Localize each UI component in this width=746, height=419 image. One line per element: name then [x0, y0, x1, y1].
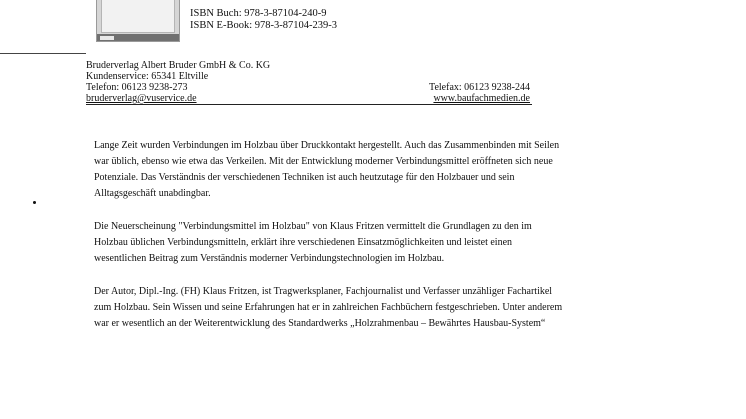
isbn-ebook: ISBN E-Book: 978-3-87104-239-3	[190, 20, 337, 31]
links-row	[86, 93, 532, 105]
description-text	[94, 138, 564, 349]
divider-line	[0, 53, 86, 54]
paragraph-history: Lange Zeit wurden Verbindungen im Holzbau über Druckkontakt hergestellt. Auch das Zusammenbinden mit Seilen war üblich, ebenso wie etwa das Verkeilen. Mit der Entwicklung moderner Verbindungsmittel eröffneten sich neue Potenziale. Das Verständnis der verschiedenen Techniken ist auch heutzutage für den Holzbauer und sein Alltagsgeschäft unabdingbar.	[94, 140, 560, 199]
phone-number: Telefon: 06123 9238-273	[86, 82, 188, 93]
isbn-print: ISBN Buch: 978-3-87104-240-9	[190, 8, 327, 19]
paragraph-author: Der Autor, Dipl.-Ing. (FH) Klaus Fritzen, ist Tragwerksplaner, Fachjournalist und Verfasser unzähliger Fachartikel zum Holzbau. Sein Wissen und seine Erfahrungen hat er in zahlreichen Fachbüchern festgeschrieben. Unter anderem war er wesentlich an der Weiterentwicklung des Standardwerks „Holzrahmenbau – Bewährtes Hausbau-System“	[94, 286, 563, 329]
publisher-logo-icon	[100, 36, 114, 40]
isbn-block	[190, 8, 337, 32]
bullet-dot	[33, 201, 36, 204]
book-cover-strip	[97, 34, 179, 41]
email-link[interactable]: bruderverlag@vuservice.de	[86, 93, 197, 104]
phone-fax-row	[86, 82, 532, 93]
paragraph-new-release: Die Neuerscheinung "Verbindungsmittel im Holzbau" von Klaus Fritzen vermittelt die Grundlagen zu den im Holzbau üblichen Verbindungsmitteln, erklärt ihre verschiedenen Einsatzmöglichkeiten und leistet einen wesentlichen Beitrag zum Verständnis moderner Verbindungstechnologien im Holzbau.	[94, 221, 532, 264]
book-cover-image	[96, 0, 180, 42]
fax-number: Telefax: 06123 9238-244	[429, 82, 530, 93]
publisher-name: Bruderverlag Albert Bruder GmbH & Co. KG	[86, 60, 271, 71]
book-cover-page	[101, 0, 175, 33]
publisher-contact-block	[86, 60, 532, 105]
customer-service: Kundenservice: 65341 Eltville	[86, 71, 209, 82]
website-link[interactable]: www.baufachmedien.de	[433, 93, 530, 104]
